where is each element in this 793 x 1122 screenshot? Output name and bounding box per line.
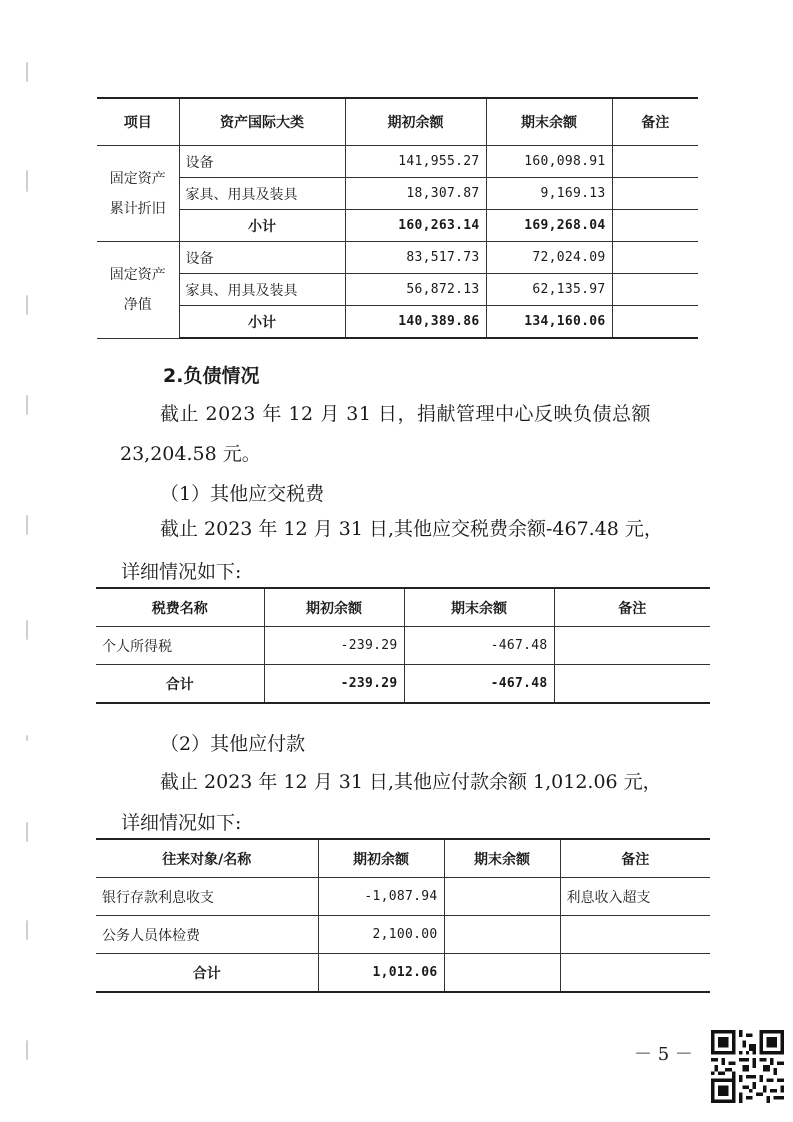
note-cell bbox=[612, 146, 698, 178]
header-note: 备注 bbox=[612, 98, 698, 146]
fixed-assets-table bbox=[97, 97, 698, 339]
header-end-balance: 期末余额 bbox=[444, 839, 560, 878]
table-row bbox=[96, 916, 710, 954]
header-asset-class: 资产国际大类 bbox=[179, 98, 345, 146]
binding-mark bbox=[26, 295, 34, 315]
subtotal-row bbox=[97, 210, 698, 242]
table-row bbox=[97, 242, 698, 274]
header-end-balance: 期末余额 bbox=[486, 98, 612, 146]
end-value bbox=[444, 878, 560, 916]
note-cell bbox=[560, 916, 710, 954]
subtotal-begin: 160,263.14 bbox=[345, 210, 486, 242]
end-value: 160,098.91 bbox=[486, 146, 612, 178]
table-row bbox=[96, 878, 710, 916]
begin-value: 83,517.73 bbox=[345, 242, 486, 274]
table-header-row bbox=[96, 588, 710, 627]
note-cell bbox=[554, 665, 710, 704]
binding-mark bbox=[26, 620, 34, 640]
page-number: － 5 － bbox=[634, 1044, 693, 1065]
header-note: 备注 bbox=[554, 588, 710, 627]
subtotal-row bbox=[97, 306, 698, 339]
paragraph-line: 详细情况如下: bbox=[121, 812, 242, 834]
paragraph-line: 截止 2023 年 12 月 31 日,其他应付款余额 1,012.06 元， bbox=[160, 771, 662, 793]
note-cell bbox=[560, 954, 710, 993]
asset-name: 家具、用具及装具 bbox=[179, 274, 345, 306]
end-value bbox=[444, 916, 560, 954]
header-end-balance: 期末余额 bbox=[404, 588, 554, 627]
total-begin: -239.29 bbox=[264, 665, 404, 704]
begin-value: 2,100.00 bbox=[318, 916, 444, 954]
header-tax-name: 税费名称 bbox=[96, 588, 264, 627]
subtotal-end: 169,268.04 bbox=[486, 210, 612, 242]
table-row bbox=[97, 146, 698, 178]
paragraph-line: 23,204.58 元。 bbox=[120, 443, 261, 465]
begin-value: 56,872.13 bbox=[345, 274, 486, 306]
begin-value: 18,307.87 bbox=[345, 178, 486, 210]
binding-mark bbox=[26, 515, 34, 535]
header-begin-balance: 期初余额 bbox=[345, 98, 486, 146]
binding-mark bbox=[26, 62, 34, 82]
asset-name: 设备 bbox=[179, 242, 345, 274]
end-value: 62,135.97 bbox=[486, 274, 612, 306]
header-counterparty: 往来对象/名称 bbox=[96, 839, 318, 878]
begin-value: -1,087.94 bbox=[318, 878, 444, 916]
tax-table bbox=[96, 587, 710, 704]
binding-mark bbox=[26, 822, 34, 842]
note-cell bbox=[554, 627, 710, 665]
asset-name: 设备 bbox=[179, 146, 345, 178]
subtotal-end: 134,160.06 bbox=[486, 306, 612, 339]
binding-mark bbox=[26, 735, 34, 741]
subtotal-label: 小计 bbox=[179, 306, 345, 339]
paragraph-line: 截止 2023 年 12 月 31 日，捐献管理中心反映负债总额 bbox=[160, 403, 651, 425]
table-header-row bbox=[97, 98, 698, 146]
subsection-heading: （2）其他应付款 bbox=[160, 733, 306, 755]
header-begin-balance: 期初余额 bbox=[318, 839, 444, 878]
table-row bbox=[97, 178, 698, 210]
total-begin: 1,012.06 bbox=[318, 954, 444, 993]
note-cell bbox=[612, 306, 698, 339]
qr-code-icon bbox=[711, 1030, 784, 1103]
binding-mark bbox=[26, 1040, 34, 1060]
total-end bbox=[444, 954, 560, 993]
end-value: -467.48 bbox=[404, 627, 554, 665]
subtotal-label: 小计 bbox=[179, 210, 345, 242]
section-heading: 2.负债情况 bbox=[163, 365, 260, 387]
table-row bbox=[96, 627, 710, 665]
note-cell bbox=[612, 178, 698, 210]
total-label: 合计 bbox=[96, 665, 264, 704]
subsection-heading: （1）其他应交税费 bbox=[160, 483, 325, 505]
counterparty-name: 公务人员体检费 bbox=[96, 916, 318, 954]
paragraph-line: 截止 2023 年 12 月 31 日,其他应交税费余额-467.48 元， bbox=[160, 518, 663, 540]
binding-mark bbox=[26, 170, 34, 192]
end-value: 72,024.09 bbox=[486, 242, 612, 274]
header-item: 项目 bbox=[97, 98, 179, 146]
total-row bbox=[96, 665, 710, 704]
tax-name: 个人所得税 bbox=[96, 627, 264, 665]
total-end: -467.48 bbox=[404, 665, 554, 704]
total-label: 合计 bbox=[96, 954, 318, 993]
note-cell bbox=[612, 274, 698, 306]
counterparty-name: 银行存款利息收支 bbox=[96, 878, 318, 916]
payables-table bbox=[96, 838, 710, 993]
begin-value: 141,955.27 bbox=[345, 146, 486, 178]
paragraph-line: 详细情况如下: bbox=[121, 561, 242, 583]
note-cell bbox=[612, 210, 698, 242]
category-cell: 固定资产累计折旧 bbox=[97, 146, 179, 242]
note-cell bbox=[612, 242, 698, 274]
category-cell: 固定资产净值 bbox=[97, 242, 179, 339]
total-row bbox=[96, 954, 710, 993]
binding-mark bbox=[26, 395, 34, 415]
asset-name: 家具、用具及装具 bbox=[179, 178, 345, 210]
begin-value: -239.29 bbox=[264, 627, 404, 665]
note-cell: 利息收入超支 bbox=[560, 878, 710, 916]
table-row bbox=[97, 274, 698, 306]
binding-mark bbox=[26, 920, 34, 940]
subtotal-begin: 140,389.86 bbox=[345, 306, 486, 339]
header-begin-balance: 期初余额 bbox=[264, 588, 404, 627]
end-value: 9,169.13 bbox=[486, 178, 612, 210]
table-header-row bbox=[96, 839, 710, 878]
header-note: 备注 bbox=[560, 839, 710, 878]
